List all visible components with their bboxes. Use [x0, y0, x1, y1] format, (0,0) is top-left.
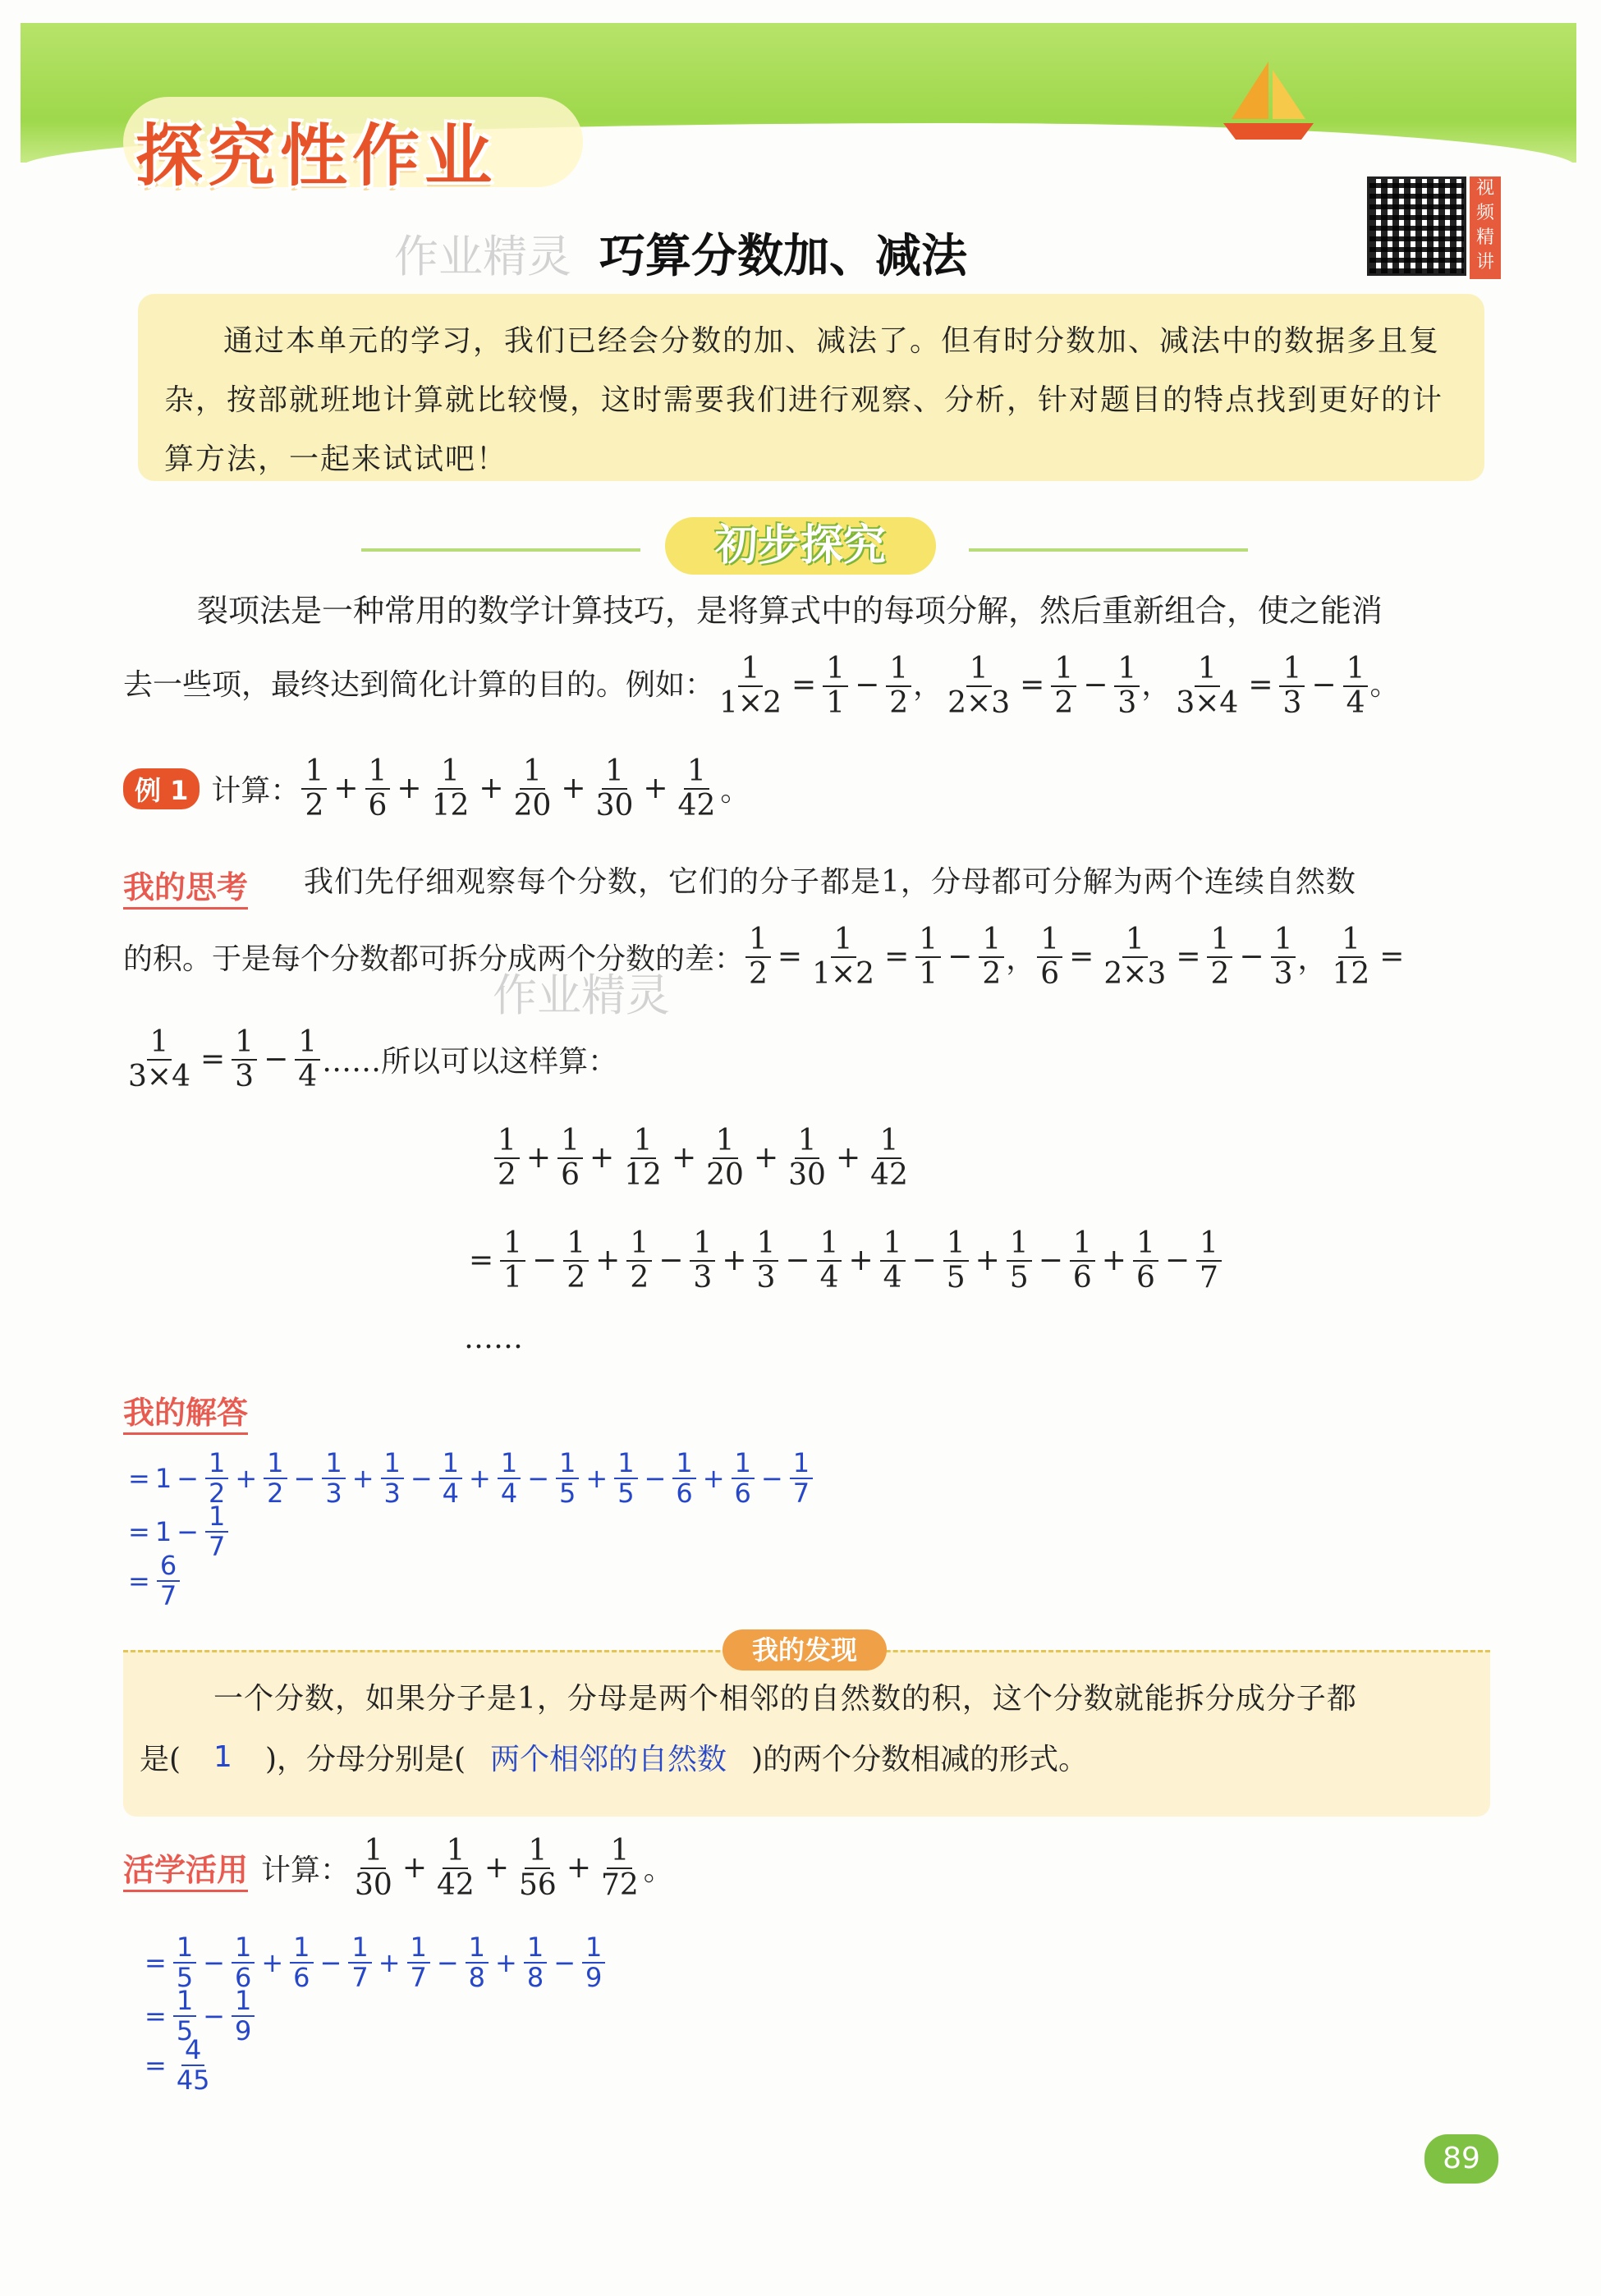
discovery-text-b: )，分母分别是( [264, 1743, 466, 1776]
discovery-line1: 一个分数，如果分子是1，分母是两个相邻的自然数的积，这个分数就能拆分成分子都 [213, 1682, 1357, 1716]
answer-blank-1[interactable]: 1 [213, 1740, 232, 1774]
answer-label: 我的解答 [123, 1387, 248, 1435]
thinking-label: 我的思考 [123, 862, 248, 910]
answer-line-3: = $\frac{6}{7}$ [123, 1551, 181, 1611]
thinking-line3-text: ……所以可以这样算： [322, 1045, 618, 1079]
worked-ellipsis: …… [464, 1322, 523, 1355]
intro-paragraph-line1: 裂项法是一种常用的数学计算技巧，是将算式中的每项分解，然后重新组合，使之能消 [197, 593, 1383, 629]
thinking-line2: 的积。于是每个分数都可拆分成两个分数的差： $\frac{1}{2}$ = $\frac{1}{1\times 2}$ = $\frac{1}{1}$ − $\frac{1}{2}$ ， $\frac{1}{6}$ = $\frac{1}{2\times 3}$ = $\frac{1}{2}$ − $\frac{1}{3}$ ， $\frac{1}{12}$ = [123, 923, 1405, 991]
apply-calc-label: 计算： [261, 1854, 351, 1888]
example-badge: 例 1 [123, 768, 200, 809]
worked-step-2: = $\frac{1}{1}$ − $\frac{1}{2}$ + $\frac{1}{2}$ − $\frac{1}{3}$ + $\frac{1}{3}$ − $\frac{1}{4}$ + $\frac{1}{4}$ − $\frac{1}{5}$ + $\frac{1}{5}$ − $\frac{1}{6}$ + $\frac{1}{6}$ − $\frac{1}{7}$ [464, 1227, 1223, 1294]
section-heading: 初步探究 [665, 517, 936, 575]
apply-answer-line-2: = $\frac{1}{5}$ − $\frac{1}{9}$ [140, 1987, 256, 2046]
apply-answer-line-1: = $\frac{1}{5}$ − $\frac{1}{6}$ + $\frac{1}{6}$ − $\frac{1}{7}$ + $\frac{1}{7}$ − $\frac{1}{8}$ + $\frac{1}{8}$ − $\frac{1}{9}$ [140, 1933, 607, 1992]
qr-code[interactable] [1367, 176, 1466, 276]
answer-blank-2[interactable]: 两个相邻的自然数 [490, 1743, 727, 1776]
sailboat-icon [1215, 57, 1322, 148]
page-title: 巧算分数加、减法 [599, 230, 967, 283]
discovery-text-c: )的两个分数相减的形式。 [751, 1743, 1089, 1776]
divider-left [361, 548, 640, 552]
apply-line: 活学活用 计算： $\frac{1}{30}$ + $\frac{1}{42}$ + $\frac{1}{56}$ + $\frac{1}{72}$ 。 [123, 1834, 673, 1902]
page-number: 89 [1424, 2134, 1498, 2184]
apply-label: 活学活用 [123, 1845, 248, 1892]
banner-title: 探究性作业 [135, 117, 498, 195]
thinking-line3: $\frac{1}{3\times 4}$ = $\frac{1}{3}$ − $\frac{1}{4}$ ……所以可以这样算： [128, 1025, 618, 1093]
apply-answer-line-3: = $\frac{4}{45}$ [145, 2034, 210, 2097]
watermark-center: 作业精灵 [493, 969, 670, 1021]
worked-step-1: $\frac{1}{2}$ + $\frac{1}{6}$ + $\frac{1}{12}$ + $\frac{1}{20}$ + $\frac{1}{30}$ + $\frac{1}{42}$ [493, 1125, 913, 1191]
watermark: 作业精灵 [394, 231, 571, 282]
discovery-line2 [140, 1736, 1088, 1778]
qr-label: 视频精讲 [1470, 176, 1501, 279]
example-1: 例 1 计算： $\frac{1}{2}$ + $\frac{1}{6}$ + $\frac{1}{12}$ + $\frac{1}{20}$ + $\frac{1}{30}$ + $\frac{1}{42}$ 。 [123, 755, 750, 822]
discovery-heading: 我的发现 [723, 1629, 887, 1670]
para-prefix: 去一些项，最终达到简化计算的目的。例如： [123, 668, 715, 703]
answer-line-1: = 1 − $\frac{1}{2}$ + $\frac{1}{2}$ − $\frac{1}{3}$ + $\frac{1}{3}$ − $\frac{1}{4}$ + $\frac{1}{4}$ − $\frac{1}{5}$ + $\frac{1}{5}$ − $\frac{1}{6}$ + $\frac{1}{6}$ − $\frac{1}{7}$ [123, 1449, 814, 1508]
intro-paragraph-line2: 去一些项，最终达到简化计算的目的。例如： $\frac{1}{1\times 2}$ = $\frac{1}{1}$ − $\frac{1}{2}$ ， $\frac{1}{2\times 3}$ = $\frac{1}{2}$ − $\frac{1}{3}$ ， $\frac{1}{3\times 4}$ = $\frac{1}{3}$ − $\frac{1}{4}$ 。 [123, 652, 1400, 720]
thinking-line1: 我们先仔细观察每个分数，它们的分子都是1，分母都可分解为两个连续自然数 [304, 865, 1356, 899]
intro-box [138, 294, 1484, 481]
example-calc-label: 计算： [211, 774, 300, 809]
intro-text: 通过本单元的学习，我们已经会分数的加、减法了。但有时分数加、减法中的数据多且复杂，按部就班地计算就比较慢，这时需要我们进行观察、分析，针对题目的特点找到更好的计算方法，一起来试试吧！ [164, 324, 1444, 476]
divider-right [969, 548, 1248, 552]
answer-line-2: = 1 − $\frac{1}{7}$ [123, 1502, 230, 1561]
thinking-line2-text: 的积。于是每个分数都可拆分成两个分数的差： [123, 942, 745, 977]
discovery-box [123, 1650, 1490, 1817]
discovery-text-a: 是( [140, 1743, 181, 1776]
